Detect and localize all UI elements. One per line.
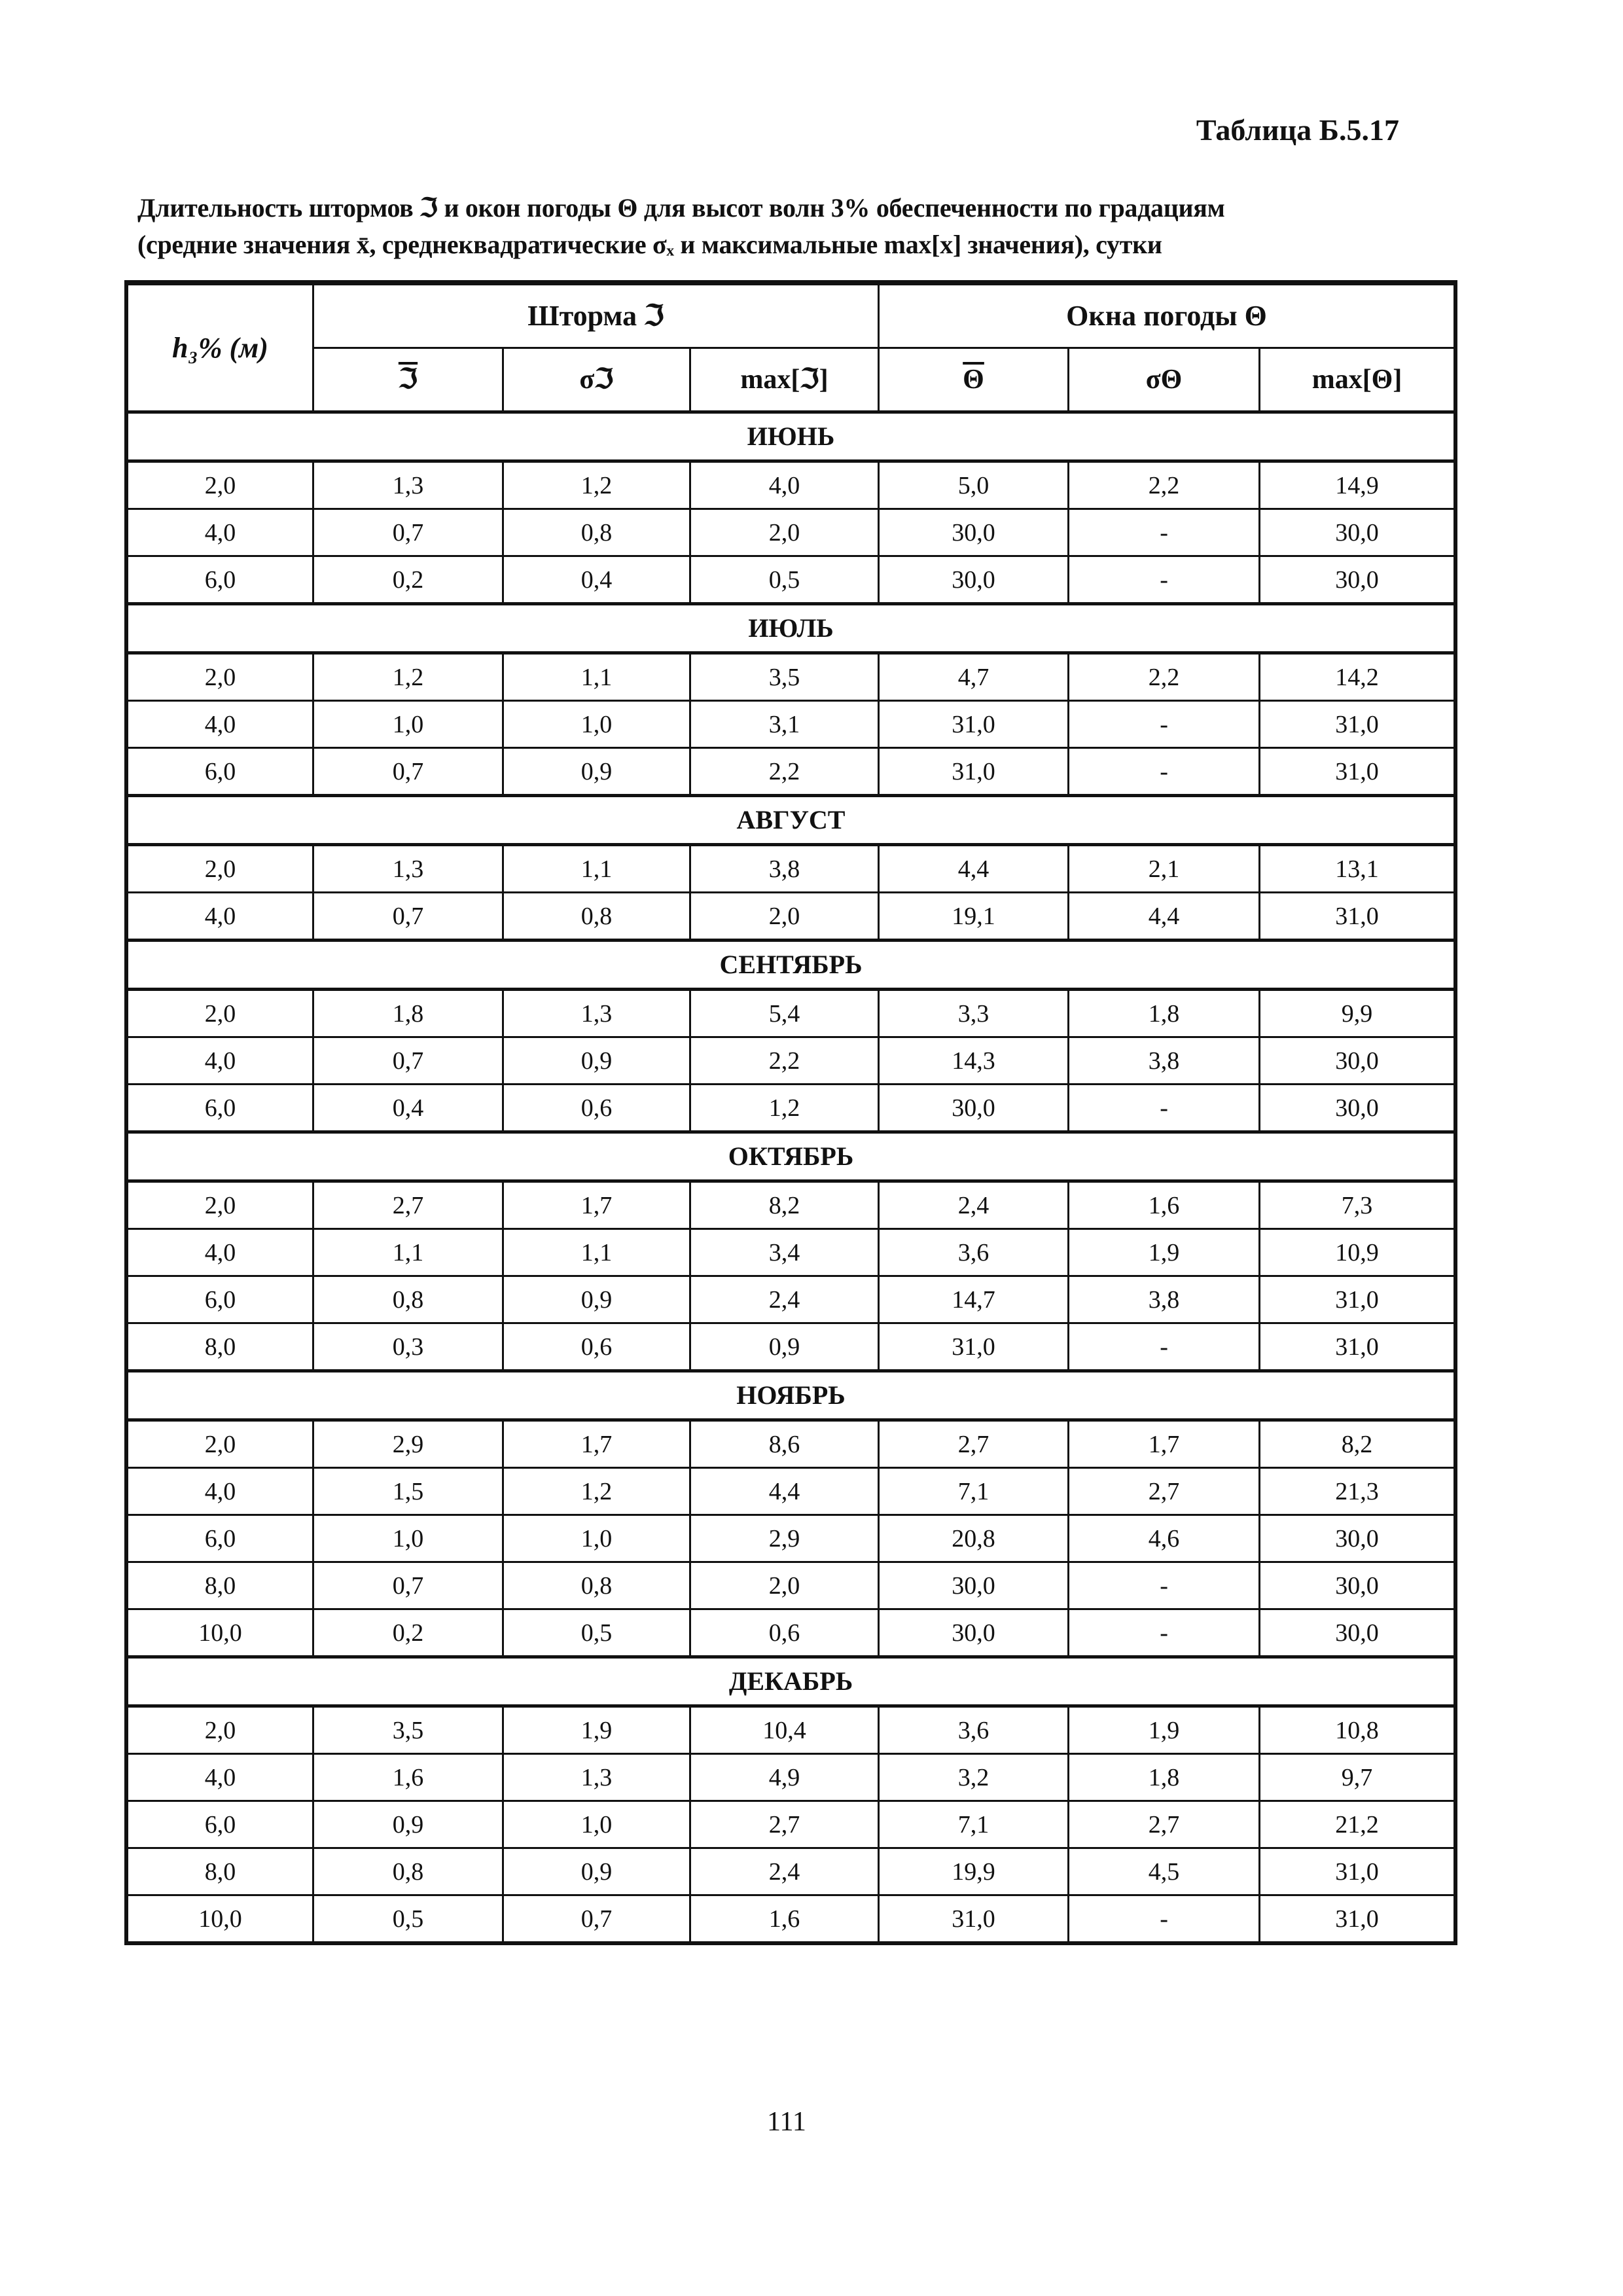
table-cell: 6,0 [128,748,313,796]
table-cell: 3,5 [690,653,879,701]
table-cell: 2,0 [128,653,313,701]
table-cell: 30,0 [1260,556,1455,604]
table-cell: 1,6 [690,1895,879,1943]
month-label: АВГУСТ [128,796,1455,845]
table-cell: 1,8 [1069,990,1260,1037]
table-cell: 2,0 [128,845,313,893]
table-row [128,990,1455,1037]
table-cell: 0,8 [503,1562,690,1609]
table-cell: 0,8 [313,1848,503,1895]
table-cell: 0,5 [313,1895,503,1943]
table-cell: 8,6 [690,1420,879,1468]
table-cell: - [1069,701,1260,748]
table-cell: 1,0 [503,701,690,748]
table-cell: 8,0 [128,1848,313,1895]
table-cell: 0,8 [503,509,690,556]
table-cell: 1,3 [503,990,690,1037]
table-cell: 2,9 [313,1420,503,1468]
table-cell: 1,8 [313,990,503,1037]
table-cell: 4,0 [128,1229,313,1276]
table-cell: 4,6 [1069,1515,1260,1562]
page-number: 111 [767,2107,806,2137]
table-cell: 3,8 [1069,1276,1260,1323]
header-wave-height: h₃% (м) [128,284,313,412]
table-cell: 14,3 [879,1037,1069,1085]
table-cell: 19,9 [879,1848,1069,1895]
table-cell: 8,2 [1260,1420,1455,1468]
table-row [128,1754,1455,1801]
table-cell: 6,0 [128,1276,313,1323]
month-row [128,796,1455,845]
table-cell: - [1069,1085,1260,1132]
table-cell: 31,0 [1260,1323,1455,1371]
table-cell: 2,0 [128,990,313,1037]
month-label: НОЯБРЬ [128,1371,1455,1420]
table-row [128,1037,1455,1085]
table-cell: 2,0 [690,509,879,556]
table-cell: 14,7 [879,1276,1069,1323]
table-cell: 7,1 [879,1468,1069,1515]
table-cell: 0,6 [503,1085,690,1132]
table-cell: 0,7 [313,1562,503,1609]
table-cell: 4,0 [128,1468,313,1515]
table-cell: 0,4 [503,556,690,604]
month-row [128,604,1455,653]
table-cell: 4,0 [128,893,313,941]
table-cell: 1,9 [1069,1229,1260,1276]
table-cell: 8,2 [690,1181,879,1229]
table-cell: 4,4 [879,845,1069,893]
table-cell: 0,5 [503,1609,690,1657]
table-cell: - [1069,1895,1260,1943]
table-cell: 3,2 [879,1754,1069,1801]
table-cell: 2,7 [1069,1468,1260,1515]
table-cell: 0,9 [313,1801,503,1848]
table-cell: 7,1 [879,1801,1069,1848]
table-row [128,509,1455,556]
table-cell: 31,0 [1260,1848,1455,1895]
table-row [128,1609,1455,1657]
table-row [128,1895,1455,1943]
table-cell: 1,2 [313,653,503,701]
table-cell: 0,7 [313,509,503,556]
month-label: ИЮНЬ [128,412,1455,461]
table-cell: 10,9 [1260,1229,1455,1276]
table-cell: 2,7 [690,1801,879,1848]
table-cell: 0,8 [313,1276,503,1323]
table-row [128,1468,1455,1515]
table-cell: 2,2 [690,748,879,796]
table-cell: 1,2 [503,1468,690,1515]
table-cell: 31,0 [879,748,1069,796]
table-cell: 2,4 [690,1848,879,1895]
table-cell: 0,2 [313,1609,503,1657]
header-storms-group: Шторма ℑ [313,284,879,348]
table-cell: 30,0 [1260,1562,1455,1609]
table-cell: 4,7 [879,653,1069,701]
table-cell: 6,0 [128,1801,313,1848]
table-cell: 31,0 [1260,1276,1455,1323]
table-cell: 0,6 [503,1323,690,1371]
table-cell: 4,9 [690,1754,879,1801]
table-cell: 4,0 [128,1754,313,1801]
table-cell: 3,5 [313,1706,503,1754]
table-cell: 6,0 [128,1515,313,1562]
table-row [128,1420,1455,1468]
table-cell: 3,8 [1069,1037,1260,1085]
table-cell: 30,0 [879,1562,1069,1609]
header-storm-max: max[ℑ] [690,348,879,412]
table-cell: 6,0 [128,1085,313,1132]
table-cell: 2,2 [1069,461,1260,509]
table-cell: 10,0 [128,1895,313,1943]
table-cell: 0,7 [313,1037,503,1085]
table-cell: 31,0 [879,1895,1069,1943]
table-cell: 5,4 [690,990,879,1037]
table-cell: 2,0 [690,893,879,941]
table-cell: 0,6 [690,1609,879,1657]
table-cell: 4,0 [128,509,313,556]
table-cell: 1,1 [503,1229,690,1276]
table-cell: 30,0 [879,556,1069,604]
table-cell: 1,1 [503,845,690,893]
table-cell: 30,0 [1260,1037,1455,1085]
table-row [128,1515,1455,1562]
table-cell: 0,7 [503,1895,690,1943]
table-cell: 19,1 [879,893,1069,941]
table-row [128,1562,1455,1609]
table-cell: 21,3 [1260,1468,1455,1515]
table-cell: 2,7 [1069,1801,1260,1848]
table-cell: 5,0 [879,461,1069,509]
table-cell: 30,0 [1260,1085,1455,1132]
table-cell: 3,3 [879,990,1069,1037]
table-caption [137,190,1446,263]
table-cell: - [1069,1609,1260,1657]
table-cell: - [1069,1323,1260,1371]
table-cell: 4,5 [1069,1848,1260,1895]
table-cell: 30,0 [879,1085,1069,1132]
table-cell: 2,4 [879,1181,1069,1229]
month-row [128,941,1455,990]
table-cell: 0,9 [503,1037,690,1085]
table-cell: 2,2 [1069,653,1260,701]
table-cell: 4,4 [1069,893,1260,941]
table-cell: 0,9 [503,748,690,796]
header-window-max: max[Θ] [1260,348,1455,412]
table-row [128,1181,1455,1229]
table-cell: 20,8 [879,1515,1069,1562]
caption-line-2: (средние значения x̄, среднеквадратические σₓ и максимальные max[x] значения), сутки [137,230,1162,259]
table-cell: 3,6 [879,1706,1069,1754]
table-cell: 10,4 [690,1706,879,1754]
month-label: ОКТЯБРЬ [128,1132,1455,1181]
table-cell: 9,9 [1260,990,1455,1037]
table-row [128,1706,1455,1754]
table-cell: 0,2 [313,556,503,604]
header-storm-mean: ℑ [313,348,503,412]
table-cell: 10,8 [1260,1706,1455,1754]
month-label: СЕНТЯБРЬ [128,941,1455,990]
table-row [128,701,1455,748]
table-cell: 2,2 [690,1037,879,1085]
table-cell: 2,0 [128,1420,313,1468]
table-cell: 2,0 [128,1181,313,1229]
table-cell: 0,5 [690,556,879,604]
table-cell: 8,0 [128,1323,313,1371]
table-cell: 1,7 [1069,1420,1260,1468]
table-cell: 14,2 [1260,653,1455,701]
table-cell: 30,0 [1260,1515,1455,1562]
table-body [128,412,1455,1943]
table-cell: 3,8 [690,845,879,893]
table-row [128,1801,1455,1848]
table-cell: 0,9 [503,1848,690,1895]
table-cell: 1,3 [503,1754,690,1801]
table-cell: 30,0 [879,1609,1069,1657]
table-cell: 1,6 [313,1754,503,1801]
table-cell: 2,0 [690,1562,879,1609]
table-row [128,556,1455,604]
table-cell: - [1069,509,1260,556]
table-cell: - [1069,556,1260,604]
table-cell: 2,7 [879,1420,1069,1468]
table-cell: 1,8 [1069,1754,1260,1801]
table-cell: 30,0 [1260,509,1455,556]
table-cell: 1,3 [313,845,503,893]
table-cell: 14,9 [1260,461,1455,509]
table-cell: 1,7 [503,1420,690,1468]
table-cell: 0,8 [503,893,690,941]
table-cell: 4,0 [690,461,879,509]
table-cell: 13,1 [1260,845,1455,893]
table-cell: 2,0 [128,461,313,509]
table-cell: 1,9 [503,1706,690,1754]
table-cell: 7,3 [1260,1181,1455,1229]
table-cell: 31,0 [879,701,1069,748]
table-cell: 30,0 [1260,1609,1455,1657]
table-cell: 8,0 [128,1562,313,1609]
storm-duration-table [126,282,1455,1943]
table-cell: 2,7 [313,1181,503,1229]
table-row [128,1229,1455,1276]
table-cell: 0,7 [313,893,503,941]
month-label: ДЕКАБРЬ [128,1657,1455,1706]
table-row [128,1085,1455,1132]
table-cell: 3,6 [879,1229,1069,1276]
table-cell: 4,0 [128,701,313,748]
table-row [128,1276,1455,1323]
month-row [128,1132,1455,1181]
table-cell: 0,4 [313,1085,503,1132]
table-cell: 1,5 [313,1468,503,1515]
table-cell: 10,0 [128,1609,313,1657]
table-row [128,893,1455,941]
table-row [128,461,1455,509]
month-row [128,412,1455,461]
table-cell: 1,0 [313,1515,503,1562]
table-cell: 3,4 [690,1229,879,1276]
table-cell: 31,0 [1260,893,1455,941]
table-cell: 1,0 [503,1515,690,1562]
table-cell: 9,7 [1260,1754,1455,1801]
table-cell: 0,9 [503,1276,690,1323]
table-cell: 1,1 [313,1229,503,1276]
table-cell: 2,0 [128,1706,313,1754]
table-cell: 31,0 [879,1323,1069,1371]
header-storm-sigma: σℑ [503,348,690,412]
table-cell: 31,0 [1260,1895,1455,1943]
table-cell: 31,0 [1260,701,1455,748]
table-cell: 1,2 [690,1085,879,1132]
caption-line-1: Длительность штормов ℑ и окон погоды Θ для высот волн 3% обеспеченности по градациям [137,193,1225,223]
table-label: Таблица Б.5.17 [1196,113,1399,147]
table-cell: 1,6 [1069,1181,1260,1229]
table-cell: 1,1 [503,653,690,701]
table-row [128,1848,1455,1895]
table-cell: 3,1 [690,701,879,748]
table-cell: 4,4 [690,1468,879,1515]
header-weather-windows-group: Окна погоды Θ [879,284,1455,348]
table-cell: - [1069,748,1260,796]
table-cell: 1,0 [313,701,503,748]
table-cell: 1,3 [313,461,503,509]
table-cell: 1,2 [503,461,690,509]
month-row [128,1657,1455,1706]
table-cell: 0,9 [690,1323,879,1371]
table-row [128,748,1455,796]
header-window-mean: $\overline{\Theta}$ [879,348,1069,412]
table-cell: 2,1 [1069,845,1260,893]
header-window-sigma: σΘ [1069,348,1260,412]
table-cell: 0,3 [313,1323,503,1371]
month-row [128,1371,1455,1420]
table-cell: 2,9 [690,1515,879,1562]
table-cell: - [1069,1562,1260,1609]
table-cell: 1,0 [503,1801,690,1848]
table-row [128,653,1455,701]
table-cell: 1,7 [503,1181,690,1229]
table-cell: 0,7 [313,748,503,796]
table-cell: 2,4 [690,1276,879,1323]
table-cell: 4,0 [128,1037,313,1085]
table-cell: 30,0 [879,509,1069,556]
table-cell: 1,9 [1069,1706,1260,1754]
table-cell: 6,0 [128,556,313,604]
month-label: ИЮЛЬ [128,604,1455,653]
table-cell: 31,0 [1260,748,1455,796]
table-row [128,845,1455,893]
table-row [128,1323,1455,1371]
table-cell: 21,2 [1260,1801,1455,1848]
